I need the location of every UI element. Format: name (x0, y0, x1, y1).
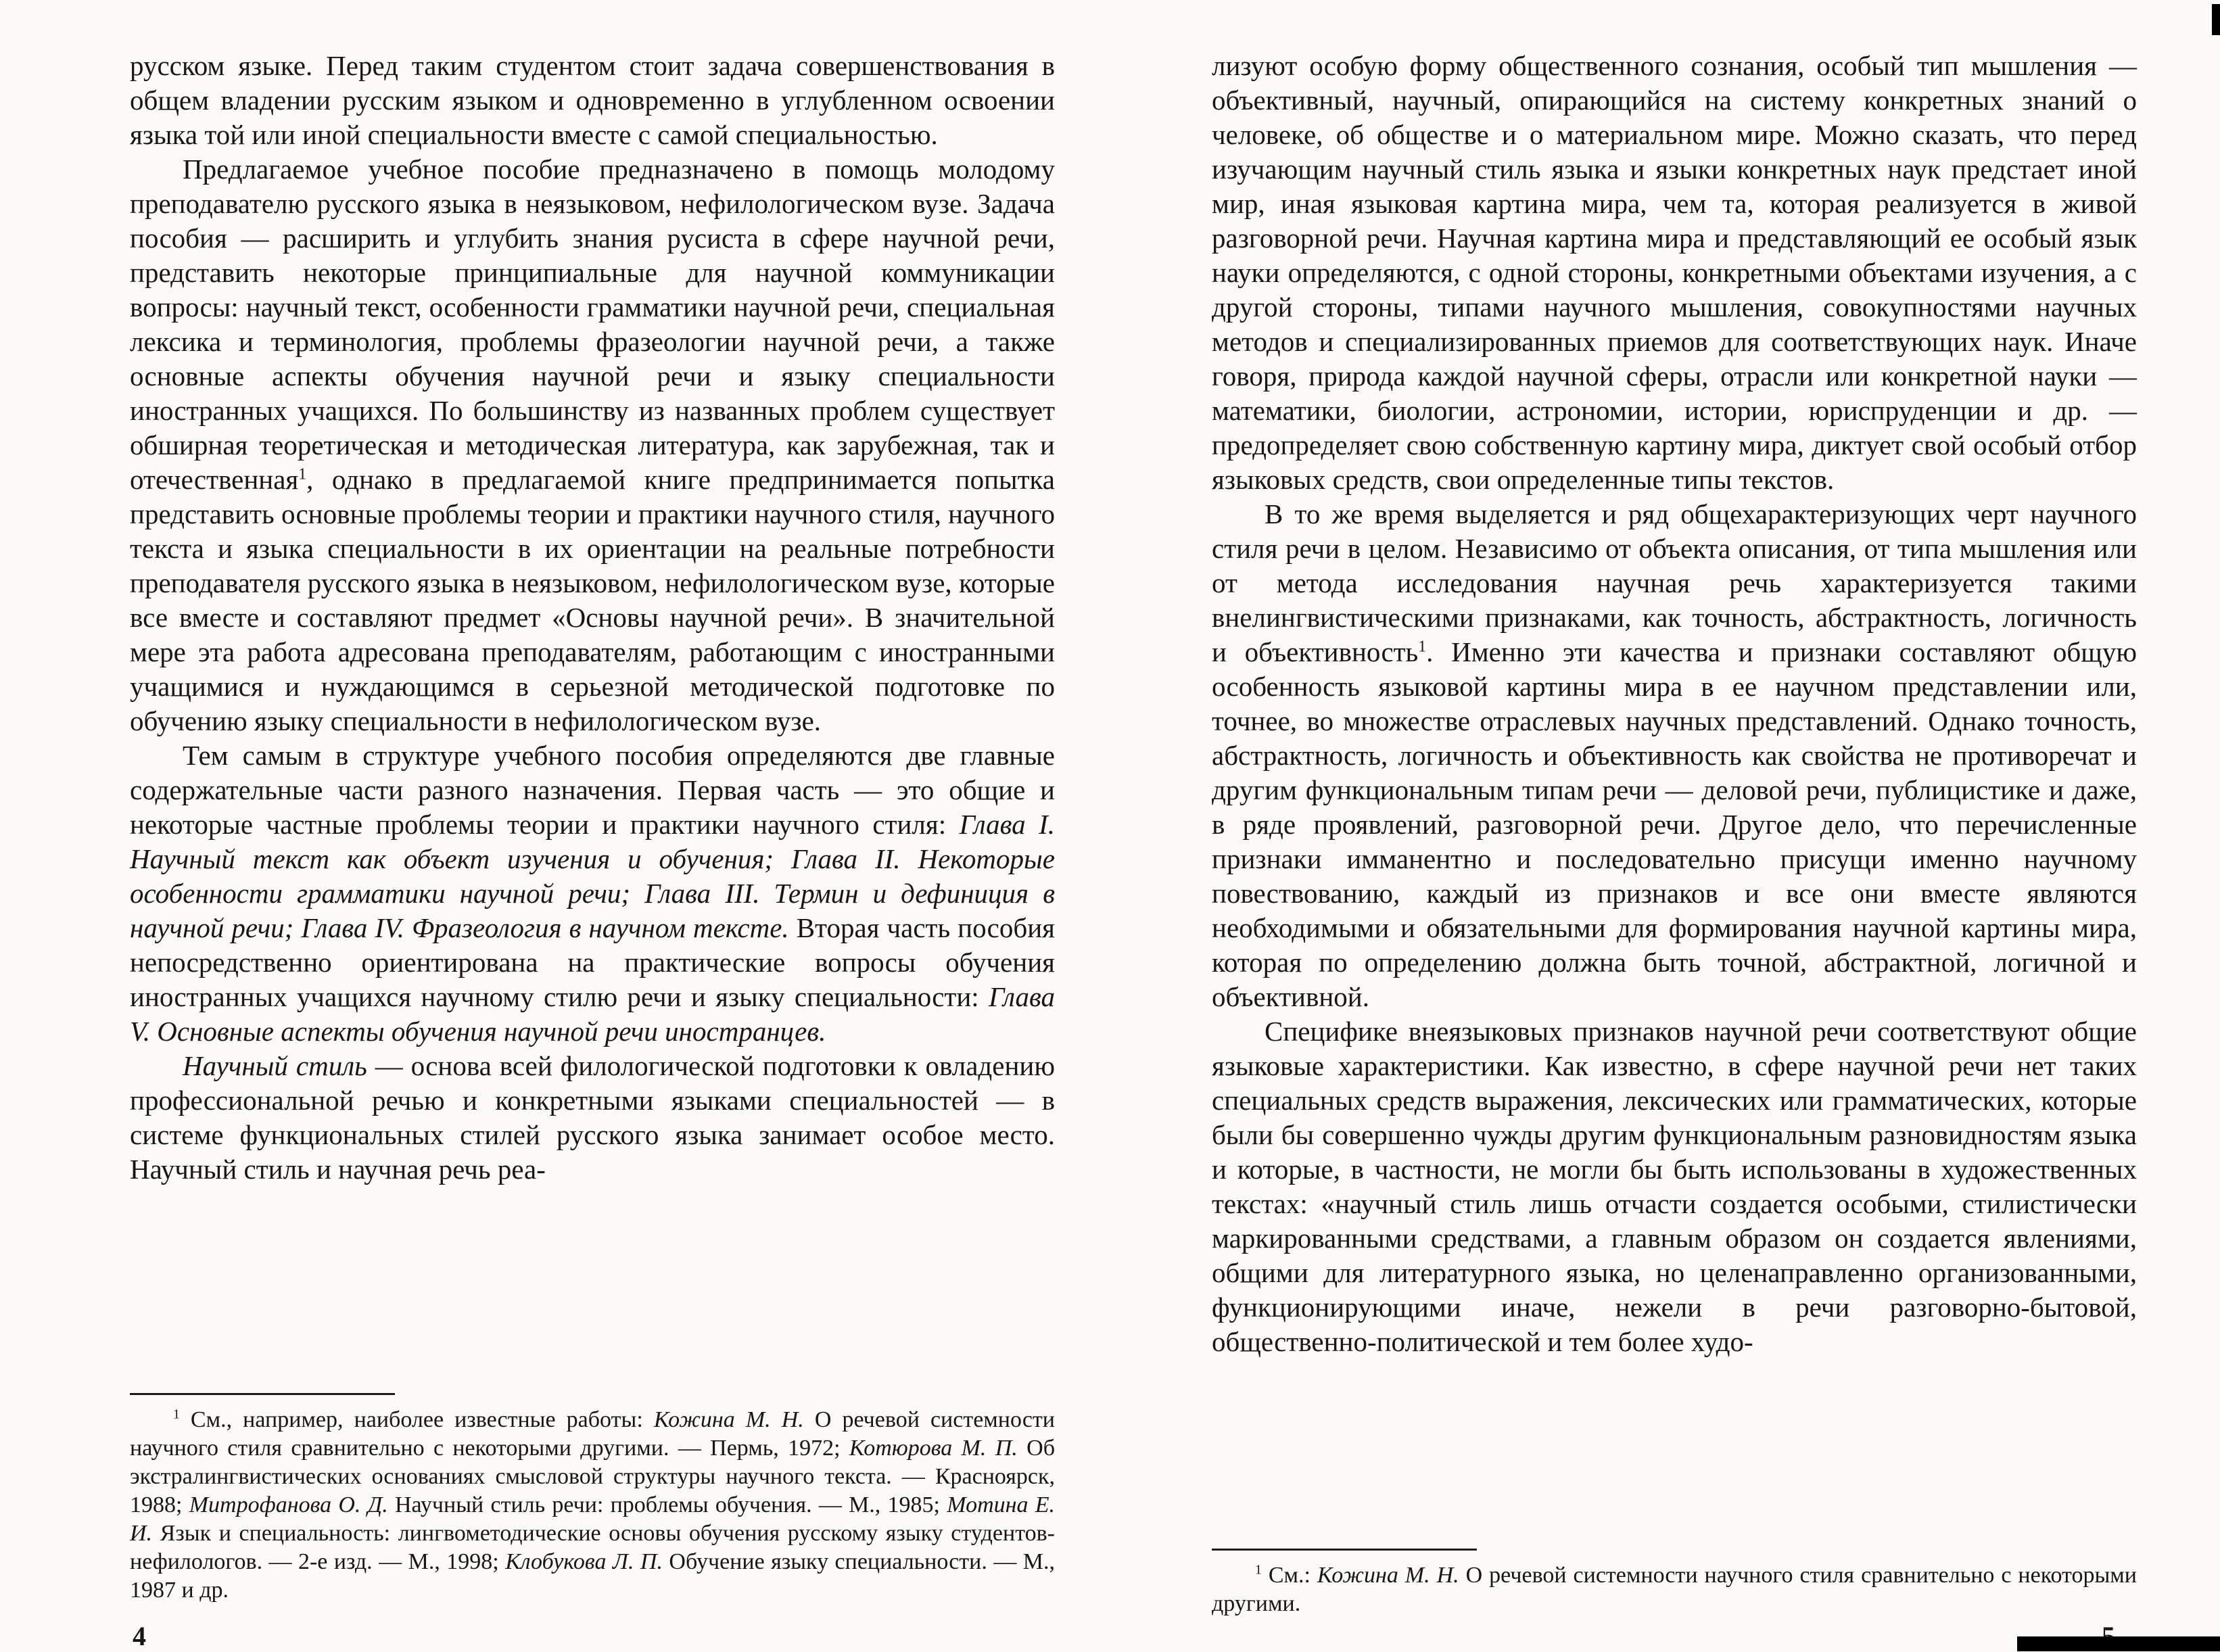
text-run: Митрофанова О. Д. (189, 1492, 388, 1517)
scan-artifact-top-right (2212, 4, 2220, 35)
paragraph (130, 49, 1055, 152)
text-run: См., например, наиболее известные работы: (179, 1407, 654, 1432)
page-left-footnote-text (130, 1406, 1055, 1605)
text-run: Глава V. Основные аспекты обучения научной речи иностранцев. (130, 981, 1055, 1047)
text-run: Научный стиль речи: проблемы обучения. — М., 1985; (387, 1492, 947, 1517)
text-run: В то же время выделяется и ряд общехарактеризующих черт научного стиля речи в целом. Независимо от объекта описания, от типа мышления или от метода исследования научная речь характеризуется такими внелингвистическими признаками, как точность, абстрактность, логичность и объективность (1212, 498, 2137, 667)
paragraph (1212, 1561, 2137, 1618)
text-run: Язык и специальность: лингвометодические основы обучения русскому языку студентов-нефилологов. — 2-е изд. — М., 1998; (130, 1521, 1055, 1574)
footnote-divider (1212, 1549, 1477, 1551)
page-right-footnote-text (1212, 1561, 2137, 1618)
text-run: Вторая часть пособия непосредственно ориентирована на практические вопросы обучения иностранных учащихся научному стилю речи и языку специальности: (130, 912, 1056, 1012)
text-run: О речевой системности научного стиля сравнительно с некоторыми другими. — Пермь, 1972; (130, 1407, 1055, 1461)
paragraph (130, 1049, 1055, 1187)
footnote-reference: 1 (298, 465, 307, 483)
paragraph (1212, 497, 2137, 1014)
text-run: Об экстралингвистических основаниях смысловой структуры научного текста. — Красноярск, 1988; (130, 1436, 1055, 1517)
paragraph (130, 1406, 1055, 1605)
paragraph (130, 738, 1055, 1049)
text-run: Кожина М. Н. (1317, 1563, 1459, 1588)
text-run: Обучение языку специальности. — М., 1987 и др. (130, 1549, 1056, 1603)
paragraph (130, 152, 1055, 738)
text-run: См.: (1261, 1563, 1317, 1588)
footnote-reference: 1 (1255, 1562, 1262, 1578)
page-right (1212, 49, 2137, 1616)
page-left-body (130, 49, 1055, 1187)
text-run: , однако в предлагаемой книге предпринимается попытка представить основные проблемы теории и практики научного стиля, научного текста и языка специальности в их ориентации на реальные потребности преподавателя русского языка в неязыковом, нефилологическом вузе, которые все вместе и составляют предмет «Основы научной речи». В значительной мере эта работа адресована преподавателям, работающим с иностранными учащимися и нуждающимся в серьезной методической подготовке по обучению языку специальности в нефилологическом вузе. (130, 464, 1055, 736)
text-run: О речевой системности научного стиля сравнительно с некоторыми другими. (1212, 1563, 2137, 1616)
text-run: — основа всей филологической подготовки к овладению профессиональной речью и конкретными языками специальностей — в системе функциональных стилей русского языка занимает особое место. Научный стиль и научная речь реа- (130, 1050, 1056, 1185)
text-run: Мотина Е. И. (130, 1492, 1056, 1546)
text-run: Клобукова Л. П. (505, 1549, 663, 1574)
text-run: русском языке. Перед таким студентом стоит задача совершенствования в общем владении русским языком и одновременно в углубленном освоении языка той или иной специальности вместе с самой специальностью. (130, 50, 1055, 150)
footnote-reference: 1 (1418, 638, 1427, 656)
text-run: Тем самым в структуре учебного пособия определяются две главные содержательные части разного назначения. Первая часть — это общие и некоторые частные проблемы теории и практики научного стиля: (130, 740, 1055, 840)
text-run: Специфике внеязыковых признаков научной речи соответствуют общие языковые характеристики. Как известно, в сфере научной речи нет таких специальных средств выражения, лексических или грамматических, которые были бы совершенно чужды другим функциональным разновидностям языка и которые, в частности, не могли бы быть использованы в художественных текстах: «научный стиль лишь отчасти создается особыми, стилистически маркированными средствами, а главным образом он создается явлениями, общими для литературного языка, но целенаправленно организованными, функционирующими иначе, нежели в речи разговорно-бытовой, общественно-политической и тем более худо- (1212, 1016, 2137, 1357)
page-right-footnote (1212, 1549, 2137, 1618)
scan-artifact-bottom-right (2017, 1636, 2220, 1651)
text-run: Предлагаемое учебное пособие предназначено в помощь молодому преподавателю русского языка в неязыковом, нефилологическом вузе. Задача пособия — расширить и углубить знания русиста в сфере научной речи, представить некоторые принципиальные для научной коммуникации вопросы: научный текст, особенности грамматики научной речи, специальная лексика и терминология, проблемы фразеологии научной речи, а также основные аспекты обучения научной речи и языку специальности иностранных учащихся. По большинству из названных проблем существует обширная теоретическая и методическая литература, как зарубежная, так и отечественная (130, 154, 1055, 495)
paragraph (1212, 49, 2137, 497)
text-run: Глава I. Научный текст как объект изучения и обучения; Глава II. Некоторые особенности грамматики научной речи; Глава III. Термин и дефиниция в научной речи; Глава IV. Фразеология в научном тексте. (130, 809, 1055, 943)
text-run: Котюрова М. П. (849, 1436, 1018, 1461)
text-run: Кожина М. Н. (653, 1407, 804, 1432)
page-number-left: 4 (133, 1621, 146, 1651)
text-run: лизуют особую форму общественного сознания, особый тип мышления — объективный, научный, опирающийся на систему конкретных знаний о человеке, об обществе и о материальном мире. Можно сказать, что перед изучающим научный стиль языка и языки конкретных наук предстает иной мир, иная языковая картина мира, чем та, которая реализуется в живой разговорной речи. Научная картина мира и представляющий ее особый язык науки определяются, с одной стороны, конкретными объектами изучения, а с другой стороны, типами научного мышления, совокупностями научных методов и специализированных приемов для соответствующих наук. Иначе говоря, природа каждой научной сферы, отрасли или конкретной науки — математики, биологии, астрономии, истории, юриспруденции и др. — предопределяет свою собственную картину мира, диктует свой особый отбор языковых средств, свои определенные типы текстов. (1212, 50, 2137, 495)
text-run: . Именно эти качества и признаки составляют общую особенность языковой картины мира в ее научном представлении или, точнее, во множестве отраслевых научных представлений. Однако точность, абстрактность, логичность и объективность как свойства не противоречат и другим функциональным типам речи — деловой речи, публицистике и даже, в ряде проявлений, разговорной речи. Другое дело, что перечисленные признаки имманентно и последовательно присущи именно научному повествованию, каждый из признаков и все они вместе являются необходимыми и обязательными для формирования научной картины мира, которая по определению должна быть точной, абстрактной, логичной и объективной. (1212, 636, 2137, 1012)
footnote-divider (130, 1393, 395, 1395)
paragraph (1212, 1014, 2137, 1359)
page-left (130, 49, 1056, 1603)
page-right-body (1212, 49, 2137, 1359)
text-run: Научный стиль (183, 1050, 367, 1081)
page-left-footnote (130, 1393, 1055, 1605)
footnote-reference: 1 (173, 1407, 180, 1422)
